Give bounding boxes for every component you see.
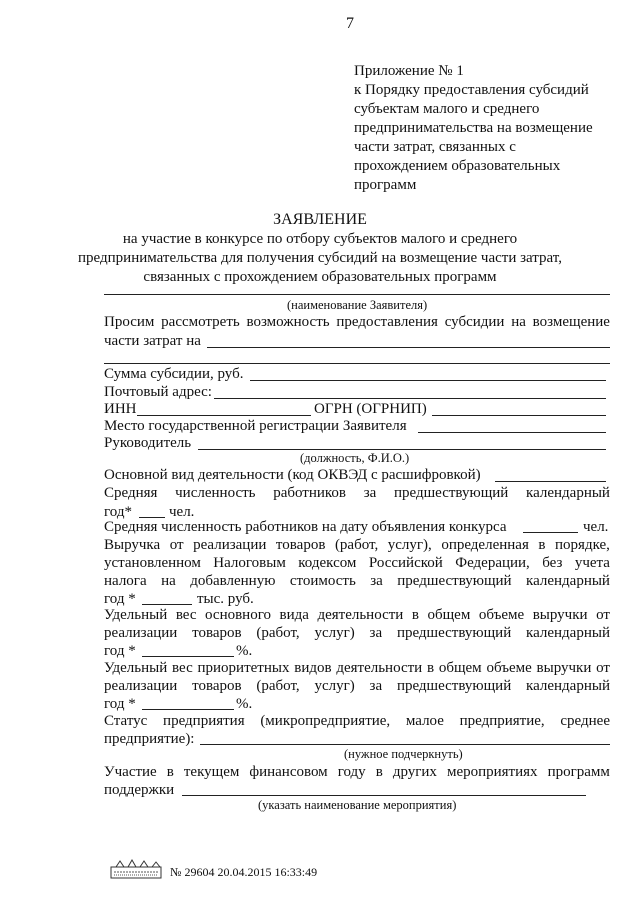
share-main-year-label: год * — [104, 643, 136, 659]
word: предшествующий — [397, 573, 512, 589]
word: в — [375, 764, 383, 780]
participation-label: поддержки — [104, 782, 175, 798]
subtitle-line: предпринимательства для получения субсидий на возмещение части затрат, — [78, 250, 562, 266]
word: программ — [547, 764, 610, 780]
head-caption: (должность, Ф.И.О.) — [300, 451, 410, 465]
participation-line — [104, 763, 610, 782]
word: от — [169, 537, 184, 553]
word: Удельный — [104, 607, 168, 623]
word: налога — [104, 573, 147, 589]
word: услуг) — [314, 625, 355, 641]
word: календарный — [526, 573, 610, 589]
word: (работ, — [256, 678, 300, 694]
word: возмещение — [532, 314, 610, 330]
expense-purpose-field-2[interactable] — [104, 363, 610, 364]
document-title: ЗАЯВЛЕНИЕ — [273, 211, 367, 228]
word: объеме — [478, 607, 525, 623]
request-line — [104, 313, 610, 332]
word: деятельности — [336, 660, 423, 676]
registration-place-label: Место государственной регистрации Заявителя — [104, 418, 407, 434]
word: (микропредприятие, — [260, 713, 391, 729]
word: установленном — [104, 555, 201, 571]
inn-field[interactable] — [137, 415, 311, 416]
word: услуг) — [314, 678, 355, 694]
registration-place-field[interactable] — [418, 432, 606, 433]
appendix-block — [354, 62, 593, 195]
word: календарный — [526, 485, 610, 501]
appendix-line: к Порядку предоставления субсидий — [354, 82, 589, 98]
registry-stamp-text: № 29604 20.04.2015 16:33:49 — [170, 865, 318, 879]
revenue-year-label: год * — [104, 591, 136, 607]
word: стоимость — [289, 573, 356, 589]
word: услуг), — [387, 537, 432, 553]
page-number: 7 — [346, 15, 354, 32]
word: за — [363, 485, 377, 501]
word: предприятие, — [459, 713, 545, 729]
word: текущем — [183, 764, 240, 780]
word: от — [596, 660, 610, 676]
word: объеме — [486, 660, 532, 676]
status-line — [104, 712, 610, 731]
word: общем — [438, 660, 482, 676]
status-field[interactable] — [200, 744, 610, 745]
word: вес — [175, 607, 197, 623]
word: рассмотреть — [161, 314, 240, 330]
word: вес — [172, 660, 193, 676]
subsidy-amount-field[interactable] — [250, 380, 606, 381]
appendix-line: программ — [354, 177, 417, 193]
revenue-unit: тыс. руб. — [197, 591, 254, 607]
share-priority-unit: %. — [236, 696, 253, 712]
avg-staff-prev-line — [104, 484, 610, 503]
registry-stamp-icon — [110, 858, 162, 880]
applicant-name-field[interactable] — [104, 294, 610, 295]
word: за — [369, 678, 383, 694]
word: предшествующий — [396, 625, 512, 641]
word: основного — [205, 607, 271, 623]
inn-label: ИНН — [104, 401, 137, 417]
participation-caption: (указать наименование мероприятия) — [258, 798, 457, 812]
appendix-line: субъектам малого и среднего — [354, 101, 540, 117]
word: (работ, — [256, 625, 300, 641]
word: численность — [175, 485, 256, 501]
word: году — [337, 764, 366, 780]
word: субсидии — [444, 314, 505, 330]
appendix-line: предпринимательства на возмещение — [354, 120, 593, 136]
revenue-line — [104, 572, 610, 591]
word: предприятия — [163, 713, 245, 729]
word: добавленную — [190, 573, 276, 589]
main-activity-field[interactable] — [495, 481, 606, 482]
subtitle-line: связанных с прохождением образовательных программ — [143, 269, 497, 285]
avg-staff-prev-year-label: год* — [104, 504, 132, 520]
word: в — [411, 607, 419, 623]
word: товаров — [192, 678, 242, 694]
word: учета — [574, 555, 610, 571]
word: Выручка — [104, 537, 161, 553]
word: в — [426, 660, 435, 676]
postal-address-field[interactable] — [214, 398, 606, 399]
subtitle-line: на участие в конкурсе по отбору субъектов малого и среднего — [122, 231, 518, 247]
revenue-field[interactable] — [142, 604, 192, 605]
applicant-caption: (наименование Заявителя) — [287, 298, 428, 312]
word: мероприятиях — [446, 764, 538, 780]
word: других — [392, 764, 437, 780]
word: Налоговым — [213, 555, 286, 571]
subsidy-amount-label: Сумма субсидии, руб. — [104, 366, 244, 382]
appendix-line: части затрат, связанных с — [354, 139, 516, 155]
word: Российской — [368, 555, 443, 571]
word: (работ, — [334, 537, 379, 553]
word: малое — [405, 713, 444, 729]
status-caption: (нужное подчеркнуть) — [344, 747, 463, 761]
word: деятельности — [317, 607, 404, 623]
share-main-field[interactable] — [142, 656, 234, 657]
word: товаров — [192, 625, 242, 641]
word: порядке, — [555, 537, 610, 553]
appendix-line: Приложение № 1 — [354, 63, 464, 79]
word: Средняя — [104, 485, 158, 501]
revenue-line — [104, 554, 610, 573]
avg-staff-date-label: Средняя численность работников на дату объявления конкурса — [104, 519, 507, 535]
appendix-line: прохождением образовательных — [354, 158, 561, 174]
word: в — [538, 537, 546, 553]
share-main-line — [104, 606, 610, 625]
word: реализации — [104, 678, 178, 694]
word: работников — [273, 485, 347, 501]
word: кодексом — [298, 555, 357, 571]
word: вида — [279, 607, 309, 623]
word: Просим — [104, 314, 155, 330]
word: реализации — [193, 537, 267, 553]
word: товаров — [275, 537, 326, 553]
head-field[interactable] — [198, 449, 606, 450]
participation-field[interactable] — [182, 795, 586, 796]
avg-staff-prev-unit: чел. — [169, 504, 195, 520]
request-label: части затрат на — [104, 333, 201, 349]
word: календарный — [526, 678, 610, 694]
word: Участие — [104, 764, 157, 780]
word: предшествующий — [394, 485, 509, 501]
share-priority-year-label: год * — [104, 696, 136, 712]
word: без — [542, 555, 563, 571]
word: финансовом — [249, 764, 328, 780]
word: Федерации, — [455, 555, 530, 571]
share-priority-line — [104, 659, 610, 678]
head-label: Руководитель — [104, 435, 192, 451]
word: в — [166, 764, 174, 780]
postal-address-label: Почтовый адрес: — [104, 384, 212, 400]
word: на — [161, 573, 176, 589]
word: Удельный — [104, 660, 168, 676]
word: выручки — [532, 607, 588, 623]
avg-staff-date-unit: чел. — [583, 519, 609, 535]
word: среднее — [560, 713, 610, 729]
ogrn-field[interactable] — [432, 415, 606, 416]
share-priority-field[interactable] — [142, 709, 234, 710]
word: общем — [427, 607, 471, 623]
word: за — [370, 573, 383, 589]
word: календарный — [526, 625, 610, 641]
word: реализации — [104, 625, 178, 641]
word: на — [511, 314, 526, 330]
avg-staff-date-field[interactable] — [523, 532, 578, 533]
word: от — [596, 607, 610, 623]
word: выручки — [536, 660, 592, 676]
revenue-line — [104, 536, 610, 555]
share-priority-line — [104, 677, 610, 696]
share-main-unit: %. — [236, 643, 253, 659]
status-label: предприятие): — [104, 731, 195, 747]
word: возможность — [246, 314, 330, 330]
word: предшествующий — [396, 678, 512, 694]
word: видов — [294, 660, 332, 676]
word: приоритетных — [197, 660, 290, 676]
word: определенная — [441, 537, 529, 553]
expense-purpose-field[interactable] — [207, 347, 610, 348]
ogrn-label: ОГРН (ОГРНИП) — [314, 401, 427, 417]
share-main-line — [104, 624, 610, 643]
word: предоставления — [336, 314, 438, 330]
main-activity-label: Основной вид деятельности (код ОКВЭД с расшифровкой) — [104, 467, 481, 483]
word: Статус — [104, 713, 148, 729]
word: за — [369, 625, 383, 641]
